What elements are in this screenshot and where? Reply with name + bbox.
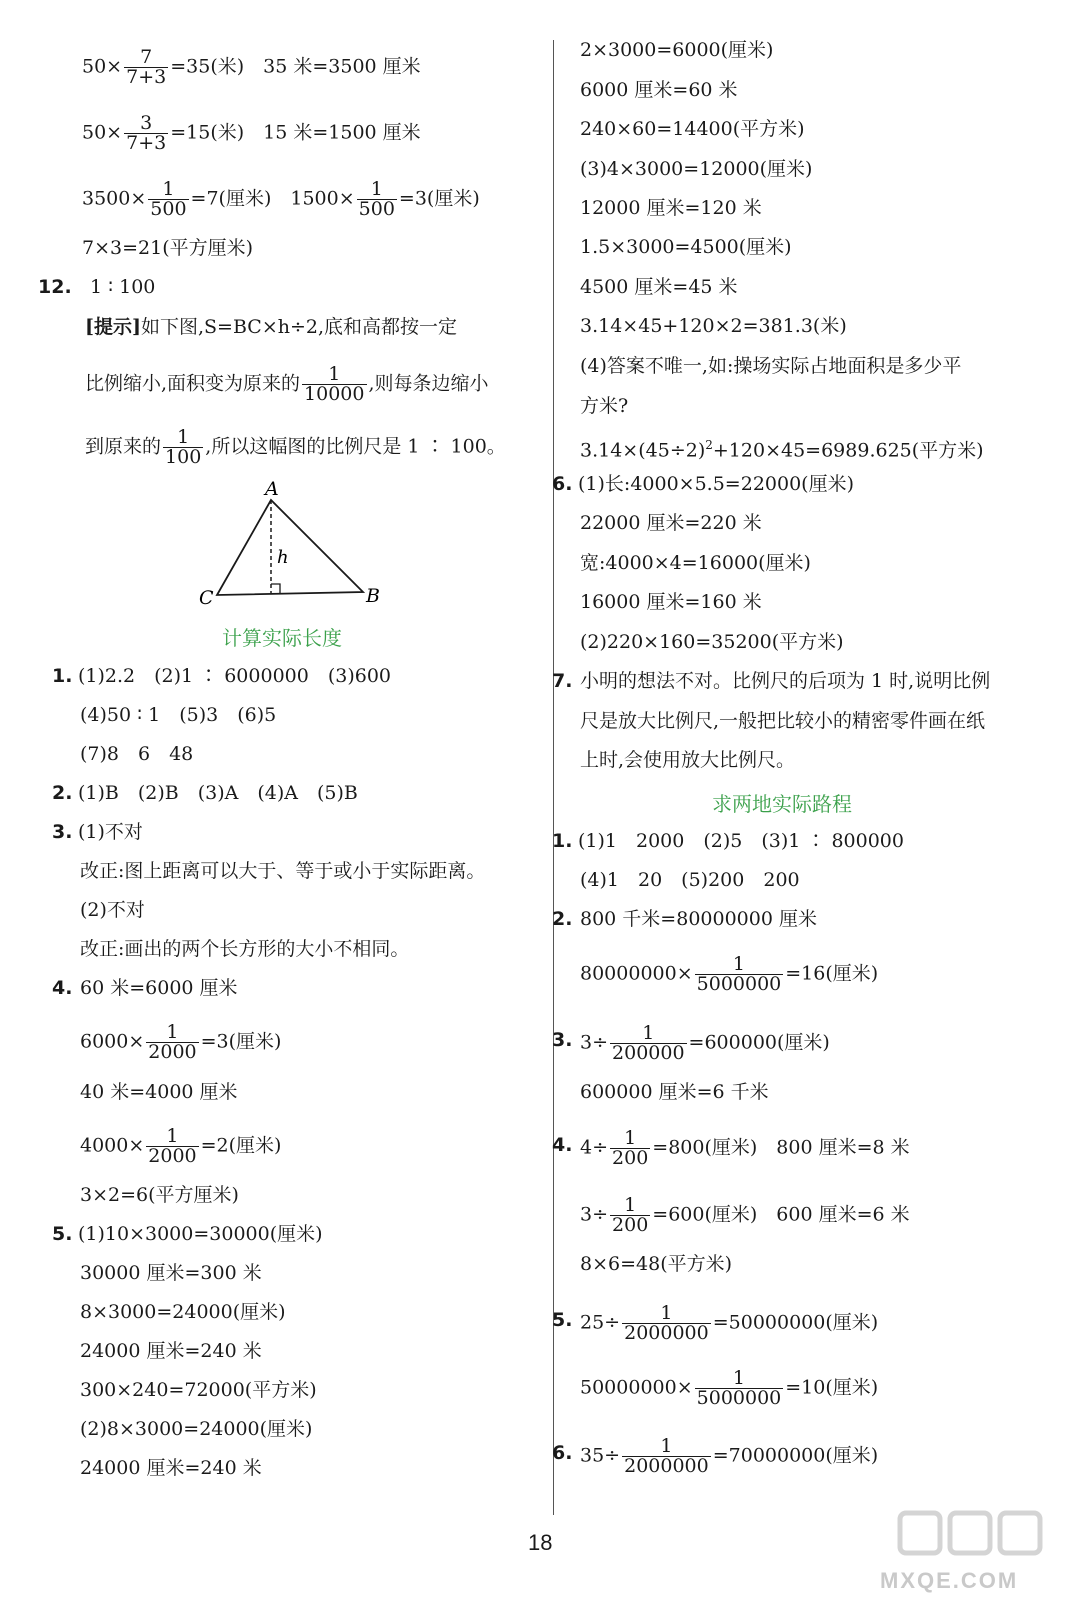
vertex-a-label: A — [265, 478, 279, 500]
triangle-diagram — [190, 478, 400, 613]
question-number: 1. — [52, 665, 73, 687]
answer: (1)1 2000 (2)5 (3)1 ∶ 800000 — [578, 830, 904, 852]
fraction: $\frac{1}{200}$ — [612, 1194, 649, 1236]
answer: 宽:4000×4=16000(厘米) — [580, 552, 811, 574]
line: 50× $\frac{7}{7+3}$ =35(米) 35 米=3500 厘米 — [82, 46, 421, 88]
answer: 小明的想法不对。比例尺的后项为 1 时,说明比例 — [580, 670, 991, 692]
question-number: 2. — [52, 782, 73, 804]
answer: 24000 厘米=240 米 — [80, 1340, 262, 1362]
answer: 1 ∶ 100 — [90, 276, 156, 298]
right-angle-mark — [271, 584, 280, 593]
triangle-outline — [217, 500, 363, 595]
question-number: 3. — [552, 1029, 573, 1051]
answer: (1)10×3000=30000(厘米) — [78, 1223, 323, 1245]
answer: 600000 厘米=6 千米 — [580, 1081, 769, 1103]
height-label: h — [277, 547, 289, 568]
answer: 2×3000=6000(厘米) — [580, 39, 774, 61]
section-title: 计算实际长度 — [222, 626, 342, 650]
answer: (2)220×160=35200(平方米) — [580, 631, 844, 653]
question-number: 4. — [52, 977, 73, 999]
answer: 60 米=6000 厘米 — [80, 977, 238, 999]
question-number: 2. — [552, 908, 573, 930]
fraction: $\frac{1}{2000000}$ — [624, 1435, 709, 1477]
answer: 30000 厘米=300 米 — [80, 1262, 262, 1284]
question-number: 5. — [552, 1309, 573, 1331]
answer: (2)不对 — [80, 899, 145, 921]
line: 35÷ $\frac{1}{2000000}$ =70000000(厘米) — [580, 1435, 879, 1477]
line: 25÷ $\frac{1}{2000000}$ =50000000(厘米) — [580, 1302, 879, 1344]
line: 3÷ $\frac{1}{200000}$ =600000(厘米) — [580, 1022, 830, 1064]
line: 4÷ $\frac{1}{200}$ =800(厘米) 800 厘米=8 米 — [580, 1127, 910, 1169]
fraction: $\frac{1}{2000}$ — [148, 1021, 197, 1063]
column-divider — [553, 40, 554, 1515]
question-number: 6. — [552, 1442, 573, 1464]
answer: 尺是放大比例尺,一般把比较小的精密零件画在纸 — [580, 710, 986, 732]
fraction: $\frac{1}{2000000}$ — [624, 1302, 709, 1344]
answer: (1)2.2 (2)1 ∶ 6000000 (3)600 — [78, 665, 392, 687]
answer: 12000 厘米=120 米 — [580, 197, 762, 219]
answer: 16000 厘米=160 米 — [580, 591, 762, 613]
answer: (2)8×3000=24000(厘米) — [80, 1418, 313, 1440]
answer: 上时,会使用放大比例尺。 — [580, 749, 796, 771]
answer: 4500 厘米=45 米 — [580, 276, 738, 298]
answer: 22000 厘米=220 米 — [580, 512, 762, 534]
hint-line: 到原来的 $\frac{1}{100}$ ,所以这幅图的比例尺是 1 ∶ 100。 — [85, 426, 506, 468]
answer: (1)B (2)B (3)A (4)A (5)B — [78, 782, 358, 804]
answer: (1)长:4000×5.5=22000(厘米) — [578, 473, 854, 495]
section-title: 求两地实际路程 — [712, 792, 852, 816]
line: 4000× $\frac{1}{2000}$ =2(厘米) — [80, 1125, 282, 1167]
line: 50× $\frac{3}{7+3}$ =15(米) 15 米=1500 厘米 — [82, 112, 421, 154]
fraction: $\frac{1}{200}$ — [612, 1127, 649, 1169]
answer: 300×240=72000(平方米) — [80, 1379, 317, 1401]
answer: (3)4×3000=12000(厘米) — [580, 158, 813, 180]
line: 7×3=21(平方厘米) — [82, 237, 254, 259]
answer: $3.14\times(45\div 2)^2+120\times 45=6989.625$(平方米) — [580, 438, 984, 462]
fraction: $\frac{1}{10000}$ — [304, 363, 365, 405]
fraction: $\frac{7}{7+3}$ — [126, 46, 167, 88]
answer: (1)不对 — [78, 821, 143, 843]
answer: 3.14×45+120×2=381.3(米) — [580, 315, 847, 337]
answer: 6000 厘米=60 米 — [580, 79, 738, 101]
fraction: $\frac{1}{2000}$ — [148, 1125, 197, 1167]
fraction: $\frac{1}{200000}$ — [612, 1022, 685, 1064]
fraction: $\frac{1}{500}$ — [150, 178, 187, 220]
answer: 24000 厘米=240 米 — [80, 1457, 262, 1479]
fraction: $\frac{3}{7+3}$ — [126, 112, 167, 154]
line: 3500× $\frac{1}{500}$ =7(厘米) 1500× $\frac{1}{500}$ =3(厘米) — [82, 178, 480, 220]
answer: 改正:画出的两个长方形的大小不相同。 — [80, 938, 410, 960]
vertex-c-label: C — [199, 587, 214, 609]
answer: 3×2=6(平方厘米) — [80, 1184, 239, 1206]
line: 50000000× $\frac{1}{5000000}$ =10(厘米) — [580, 1367, 879, 1409]
question-number: 6. — [552, 473, 573, 495]
fraction: $\frac{1}{100}$ — [165, 426, 202, 468]
answer: (4)50 ∶ 1 (5)3 (6)5 — [80, 704, 277, 726]
answer: (4)1 20 (5)200 200 — [580, 869, 800, 891]
answer: 8×3000=24000(厘米) — [80, 1301, 286, 1323]
question-number: 5. — [52, 1223, 73, 1245]
answer: (4)答案不唯一,如:操场实际占地面积是多少平 — [580, 355, 962, 377]
question-number: 12. — [38, 276, 72, 298]
question-number: 1. — [552, 830, 573, 852]
answer: 改正:图上距离可以大于、等于或小于实际距离。 — [80, 860, 486, 882]
fraction: $\frac{1}{500}$ — [358, 178, 395, 220]
answer: 40 米=4000 厘米 — [80, 1081, 238, 1103]
line: 3÷ $\frac{1}{200}$ =600(厘米) 600 厘米=6 米 — [580, 1194, 910, 1236]
answer: 8×6=48(平方米) — [580, 1253, 733, 1275]
watermark-text: MXQE.COM — [880, 1568, 1019, 1593]
question-number: 3. — [52, 821, 73, 843]
answer: (7)8 6 48 — [80, 743, 194, 765]
fraction: $\frac{1}{5000000}$ — [696, 953, 782, 995]
hint-line: 比例缩小,面积变为原来的 $\frac{1}{10000}$ ,则每条边缩小 — [85, 363, 489, 405]
hint-line: [提示]如下图,S=BC×h÷2,底和高都按一定 — [85, 316, 458, 338]
answer: 800 千米=80000000 厘米 — [580, 908, 817, 930]
answer: 方米? — [580, 395, 629, 417]
hint-tag: [提示] — [85, 316, 141, 338]
vertex-b-label: B — [366, 585, 380, 607]
answer: 1.5×3000=4500(厘米) — [580, 236, 792, 258]
line: 80000000× $\frac{1}{5000000}$ =16(厘米) — [580, 953, 879, 995]
question-number: 7. — [552, 670, 573, 692]
line: 6000× $\frac{1}{2000}$ =3(厘米) — [80, 1021, 282, 1063]
question-number: 4. — [552, 1134, 573, 1156]
fraction: $\frac{1}{5000000}$ — [696, 1367, 782, 1409]
answer: 240×60=14400(平方米) — [580, 118, 805, 140]
page-number: 18 — [528, 1530, 553, 1555]
